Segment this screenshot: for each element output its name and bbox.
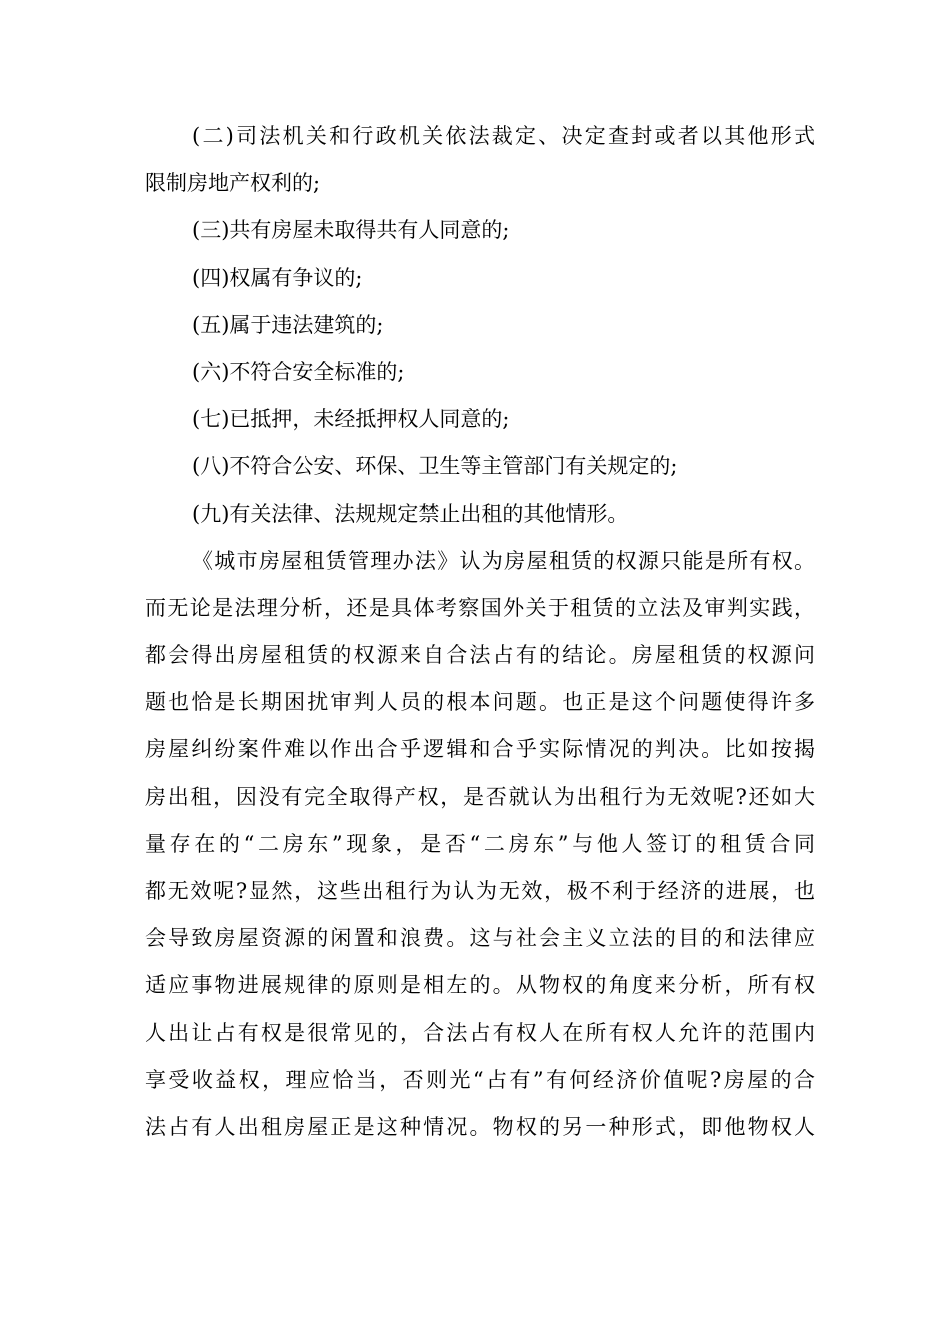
paragraph-line: 人出让占有权是很常见的，合法占有权人在所有权人允许的范围内 [145,1020,815,1045]
list-item-6: (六)不符合安全标准的; [192,359,405,384]
paragraph-line: 都会得出房屋租赁的权源来自合法占有的结论。房屋租赁的权源问 [145,643,815,668]
list-item-3: (三)共有房屋未取得共有人同意的; [192,218,510,243]
list-item-7: (七)已抵押，未经抵押权人同意的; [192,407,510,432]
paragraph-line: 适应事物进展规律的原则是相左的。从物权的角度来分析，所有权 [145,973,815,998]
list-item-9: (九)有关法律、法规规定禁止出租的其他情形。 [192,501,629,526]
document-body [145,113,815,1151]
paragraph-line: 题也恰是长期困扰审判人员的根本问题。也正是这个问题使得许多 [145,690,815,715]
paragraph-line: 而无论是法理分析，还是具体考察国外关于租赁的立法及审判实践， [145,595,815,620]
list-item-2-continuation: 限制房地产权利的; [145,171,321,196]
paragraph-line: 《城市房屋租赁管理办法》认为房屋租赁的权源只能是所有权。 [192,548,815,573]
list-item-2: (二)司法机关和行政机关依法裁定、决定查封或者以其他形式 [192,124,815,148]
paragraph-line: 房屋纠纷案件难以作出合乎逻辑和合乎实际情况的判决。比如按揭 [145,737,815,762]
paragraph-line: 会导致房屋资源的闲置和浪费。这与社会主义立法的目的和法律应 [145,926,815,951]
paragraph-line: 量存在的“二房东”现象，是否“二房东”与他人签订的租赁合同 [145,831,815,856]
list-item-4: (四)权属有争议的; [192,265,363,290]
list-item-8: (八)不符合公安、环保、卫生等主管部门有关规定的; [192,454,678,479]
paragraph-line: 房出租，因没有完全取得产权，是否就认为出租行为无效呢?还如大 [145,784,815,809]
list-item-5: (五)属于违法建筑的; [192,312,384,337]
paragraph-line: 都无效呢?显然，这些出租行为认为无效，极不利于经济的进展，也 [145,879,815,903]
paragraph-line: 享受收益权，理应恰当，否则光“占有”有何经济价值呢?房屋的合 [145,1067,815,1092]
paragraph-line: 法占有人出租房屋正是这种情况。物权的另一种形式，即他物权人 [145,1114,815,1139]
